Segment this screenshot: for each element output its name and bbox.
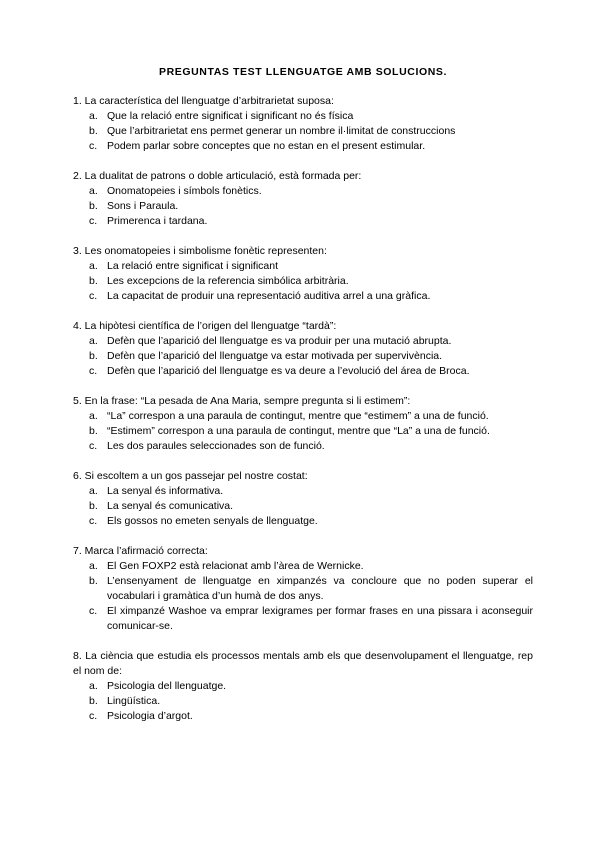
option-marker: a. bbox=[89, 485, 98, 497]
option-text: Psicologia d’argot. bbox=[107, 710, 193, 722]
option-marker: a. bbox=[89, 560, 98, 572]
option-list bbox=[73, 484, 533, 529]
option-c bbox=[73, 214, 533, 229]
option-c bbox=[73, 364, 533, 379]
option-c bbox=[73, 289, 533, 304]
option-text: “La” correspon a una paraula de contingut, mentre que “estimem” a una de funció. bbox=[107, 410, 489, 422]
option-text: La capacitat de produir una representació auditiva arrel a una gràfica. bbox=[107, 290, 431, 302]
option-text: Que la relació entre significat i significant no és física bbox=[107, 110, 354, 122]
document-page bbox=[73, 66, 533, 739]
option-b bbox=[73, 274, 533, 289]
option-b bbox=[73, 349, 533, 364]
option-a bbox=[73, 409, 533, 424]
option-c bbox=[73, 604, 533, 634]
option-b bbox=[73, 694, 533, 709]
question-text: 6. Si escoltem a un gos passejar pel nostre costat: bbox=[73, 470, 308, 482]
document-title: PREGUNTAS TEST LLENGUATGE AMB SOLUCIONS. bbox=[158, 66, 448, 78]
option-marker: a. bbox=[89, 110, 98, 122]
question-5 bbox=[73, 394, 533, 454]
question-3 bbox=[73, 244, 533, 304]
question-text: 5. En la frase: “La pesada de Ana Maria, sempre pregunta si li estimem”: bbox=[73, 395, 411, 407]
option-c bbox=[73, 709, 533, 724]
option-c bbox=[73, 514, 533, 529]
option-a bbox=[73, 679, 533, 694]
option-c bbox=[73, 439, 533, 454]
option-list bbox=[73, 109, 533, 154]
option-a bbox=[73, 484, 533, 499]
option-b bbox=[73, 124, 533, 139]
option-marker: c. bbox=[89, 605, 98, 617]
option-list bbox=[73, 184, 533, 229]
option-marker: b. bbox=[89, 350, 98, 362]
option-marker: b. bbox=[89, 125, 98, 137]
option-text: La senyal és informativa. bbox=[107, 485, 224, 497]
option-text: Les excepcions de la referencia simbólica arbitrària. bbox=[107, 275, 349, 287]
option-text: Que l’arbitrarietat ens permet generar un nombre il·limitat de construccions bbox=[107, 125, 456, 137]
option-text: L’ensenyament de llenguatge en ximpanzés va concloure que no poden superar el vocabulari i gramàtica d’un humà de dos anys. bbox=[107, 575, 533, 602]
option-b bbox=[73, 574, 533, 604]
option-c bbox=[73, 139, 533, 154]
option-list bbox=[73, 679, 533, 724]
option-list bbox=[73, 259, 533, 304]
option-text: La relació entre significat i significant bbox=[107, 260, 279, 272]
option-a bbox=[73, 259, 533, 274]
question-text: 2. La dualitat de patrons o doble articulació, està formada per: bbox=[73, 170, 362, 182]
question-2 bbox=[73, 169, 533, 229]
question-6 bbox=[73, 469, 533, 529]
option-marker: a. bbox=[89, 185, 98, 197]
option-b bbox=[73, 499, 533, 514]
option-a bbox=[73, 334, 533, 349]
option-text: Lingüística. bbox=[107, 695, 161, 707]
option-marker: c. bbox=[89, 140, 98, 152]
option-text: La senyal és comunicativa. bbox=[107, 500, 234, 512]
option-text: Defèn que l’aparició del llenguatge es va deure a l’evolució del área de Broca. bbox=[107, 365, 470, 377]
option-list bbox=[73, 409, 533, 454]
option-a bbox=[73, 109, 533, 124]
question-7 bbox=[73, 544, 533, 634]
option-marker: b. bbox=[89, 275, 98, 287]
question-text: 4. La hipòtesi científica de l’origen del llenguatge “tardà”: bbox=[73, 320, 337, 332]
option-marker: a. bbox=[89, 335, 98, 347]
option-marker: a. bbox=[89, 260, 98, 272]
option-marker: b. bbox=[89, 575, 98, 587]
option-text: Sons i Paraula. bbox=[107, 200, 179, 212]
option-marker: c. bbox=[89, 710, 98, 722]
option-marker: c. bbox=[89, 215, 98, 227]
option-a bbox=[73, 184, 533, 199]
question-text: 1. La característica del llenguatge d’arbitrarietat suposa: bbox=[73, 95, 334, 107]
option-text: El ximpanzé Washoe va emprar lexigrames per formar frases en una pissara i aconseguir comunicar-se. bbox=[107, 605, 533, 632]
option-marker: b. bbox=[89, 695, 98, 707]
option-marker: a. bbox=[89, 680, 98, 692]
option-b bbox=[73, 199, 533, 214]
option-a bbox=[73, 559, 533, 574]
question-8 bbox=[73, 649, 533, 724]
option-marker: b. bbox=[89, 500, 98, 512]
option-text: Les dos paraules seleccionades son de funció. bbox=[107, 440, 325, 452]
option-text: El Gen FOXP2 està relacionat amb l’àrea de Wernicke. bbox=[107, 560, 364, 572]
option-text: Primerenca i tardana. bbox=[107, 215, 208, 227]
option-marker: c. bbox=[89, 290, 98, 302]
option-marker: b. bbox=[89, 200, 98, 212]
option-text: “Estimem” correspon a una paraula de contingut, mentre que “La” a una de funció. bbox=[107, 425, 490, 437]
question-text: 7. Marca l’afirmació correcta: bbox=[73, 545, 208, 557]
option-marker: b. bbox=[89, 425, 98, 437]
question-4 bbox=[73, 319, 533, 379]
option-marker: c. bbox=[89, 365, 98, 377]
option-text: Podem parlar sobre conceptes que no estan en el present estimular. bbox=[107, 140, 426, 152]
option-marker: c. bbox=[89, 515, 98, 527]
option-marker: c. bbox=[89, 440, 98, 452]
option-text: Defèn que l’aparició del llenguatge es va produir per una mutació abrupta. bbox=[107, 335, 452, 347]
question-text: 8. La ciència que estudia els processos mentals amb els que desenvolupament el llenguatge, rep el nom de: bbox=[73, 650, 533, 677]
option-marker: a. bbox=[89, 410, 98, 422]
option-text: Onomatopeies i símbols fonètics. bbox=[107, 185, 262, 197]
question-1 bbox=[73, 94, 533, 154]
option-list bbox=[73, 559, 533, 634]
option-text: Defèn que l’aparició del llenguatge va estar motivada per supervivència. bbox=[107, 350, 443, 362]
option-b bbox=[73, 424, 533, 439]
option-text: Els gossos no emeten senyals de llenguatge. bbox=[107, 515, 318, 527]
option-text: Psicologia del llenguatge. bbox=[107, 680, 227, 692]
option-list bbox=[73, 334, 533, 379]
question-text: 3. Les onomatopeies i simbolisme fonètic representen: bbox=[73, 245, 327, 257]
